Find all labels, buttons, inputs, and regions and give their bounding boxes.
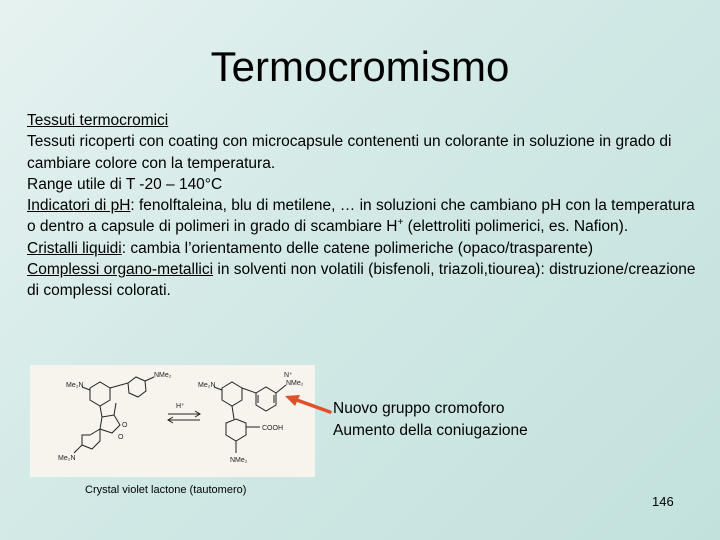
label-n-plus: N⁺ — [284, 372, 293, 379]
quinoid-ring — [256, 387, 276, 411]
label-nme2-a: Me₂N — [66, 382, 84, 389]
note-line-2: Aumento della coniugazione — [333, 422, 528, 439]
label-cooh: COOH — [262, 425, 283, 432]
note-line-1: Nuovo gruppo cromoforo — [333, 400, 505, 417]
line-complessi: Complessi organo-metallici in solventi non volatili (bisfenoli, triazoli,tiourea): distruzione/creazione di complessi colorati. — [27, 261, 696, 300]
label-o-double: O — [118, 434, 124, 441]
left-ring-top — [90, 382, 110, 406]
line-cristalli: Cristalli liquidi: cambia l’orientamento delle catene polimeriche (opaco/trasparente) — [27, 239, 594, 257]
arrow-icon — [282, 392, 334, 416]
figure-caption: Crystal violet lactone (tautomero) — [85, 484, 247, 496]
line-tessuti-descrizione: Tessuti ricoperti con coating con microcapsule contenenti un colorante in soluzione in grado di cambiare colore con la temperatura. — [27, 133, 672, 172]
label-nme2-d: NMe₂ — [286, 380, 304, 387]
label-nme2-f: Me₂N — [58, 455, 76, 462]
line-range: Range utile di T -20 – 140°C — [27, 175, 223, 193]
term-complessi: Complessi organo-metallici — [27, 261, 214, 279]
slide-title: Termocromismo — [210, 43, 510, 90]
right-ring-bottom — [226, 419, 246, 441]
term-cristalli: Cristalli liquidi — [27, 239, 122, 257]
label-o-ring: O — [122, 422, 128, 429]
label-nme2-e: NMe₂ — [230, 457, 248, 464]
chromophore-note — [333, 398, 528, 442]
lactone-ring — [100, 415, 120, 433]
line-indicatori: Indicatori di pH: fenolftaleina, blu di metilene, … in soluzioni che cambiano pH con la temperatura o dentro a capsule di polimeri in grado di scambiare H+ (elettroliti polimerici, es. Nafion). — [27, 197, 695, 236]
page-number: 146 — [652, 494, 674, 509]
label-nme2-c: Me₂N — [198, 382, 216, 389]
slide-body — [27, 110, 697, 302]
right-ring-top — [222, 382, 242, 406]
left-ring-right — [128, 377, 146, 397]
term-indicatori: Indicatori di pH — [27, 197, 131, 215]
label-nme2-b: NMe₂ — [154, 372, 172, 379]
label-hplus: H⁺ — [176, 403, 185, 410]
left-ring-bottom — [82, 429, 100, 449]
chemical-structure-figure — [30, 365, 315, 477]
line-tessuti-termocromici: Tessuti termocromici — [27, 112, 169, 129]
